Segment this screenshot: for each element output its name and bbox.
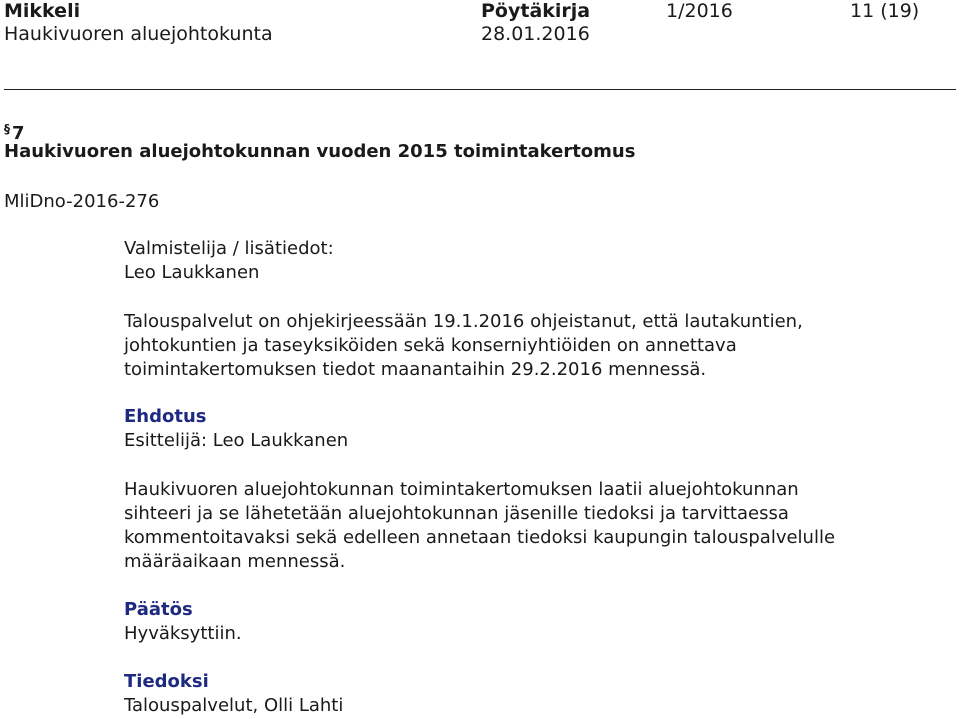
proposal-text	[124, 478, 944, 574]
background-line: Talouspalvelut on ohjekirjeessään 19.1.2016 ohjeistanut, että lautakuntien,	[124, 311, 803, 332]
proposal-presenter: Esittelijä: Leo Laukkanen	[124, 430, 349, 451]
document-type: Pöytäkirja	[481, 0, 591, 22]
proposal-line: kommentoitavaksi sekä edelleen annetaan tiedoksi kaupungin talouspalvelulle	[124, 527, 836, 548]
background-text	[124, 310, 944, 382]
record-number: MliDno-2016-276	[4, 191, 160, 212]
proposal-line: määräaikaan mennessä.	[124, 551, 346, 572]
distribution-heading: Tiedoksi	[124, 671, 209, 692]
decision-block	[124, 598, 944, 646]
decision-heading: Päätös	[124, 599, 193, 620]
proposal-line: sihteeri ja se lähetetään aluejohtokunnan jäsenille tiedoksi ja tarvittaessa	[124, 503, 789, 524]
section-number-value: 7	[12, 123, 25, 144]
proposal-line: Haukivuoren aluejohtokunnan toimintakertomuksen laatii aluejohtokunnan	[124, 479, 799, 500]
header-divider	[4, 89, 956, 90]
meeting-number: 1/2016	[666, 0, 733, 22]
preparer-block	[124, 237, 944, 285]
distribution-text: Talouspalvelut, Olli Lahti	[124, 695, 344, 716]
distribution-block	[124, 670, 944, 718]
decision-text: Hyväksyttiin.	[124, 623, 242, 644]
meeting-date: 28.01.2016	[481, 23, 590, 45]
background-line: johtokuntien ja taseyksiköiden sekä konserniyhtiöiden on annettava	[124, 335, 737, 356]
preparer-label: Valmistelija / lisätiedot:	[124, 238, 334, 259]
page-number: 11 (19)	[850, 0, 920, 22]
section-title: Haukivuoren aluejohtokunnan vuoden 2015 toimintakertomus	[4, 141, 636, 162]
proposal-header	[124, 405, 944, 453]
proposal-heading: Ehdotus	[124, 406, 207, 427]
background-line: toimintakertomuksen tiedot maanantaihin 29.2.2016 mennessä.	[124, 359, 707, 380]
organization-name: Mikkeli	[4, 0, 81, 22]
body-name: Haukivuoren aluejohtokunta	[4, 23, 273, 45]
section-sign: §	[4, 122, 10, 136]
preparer-name: Leo Laukkanen	[124, 262, 260, 283]
